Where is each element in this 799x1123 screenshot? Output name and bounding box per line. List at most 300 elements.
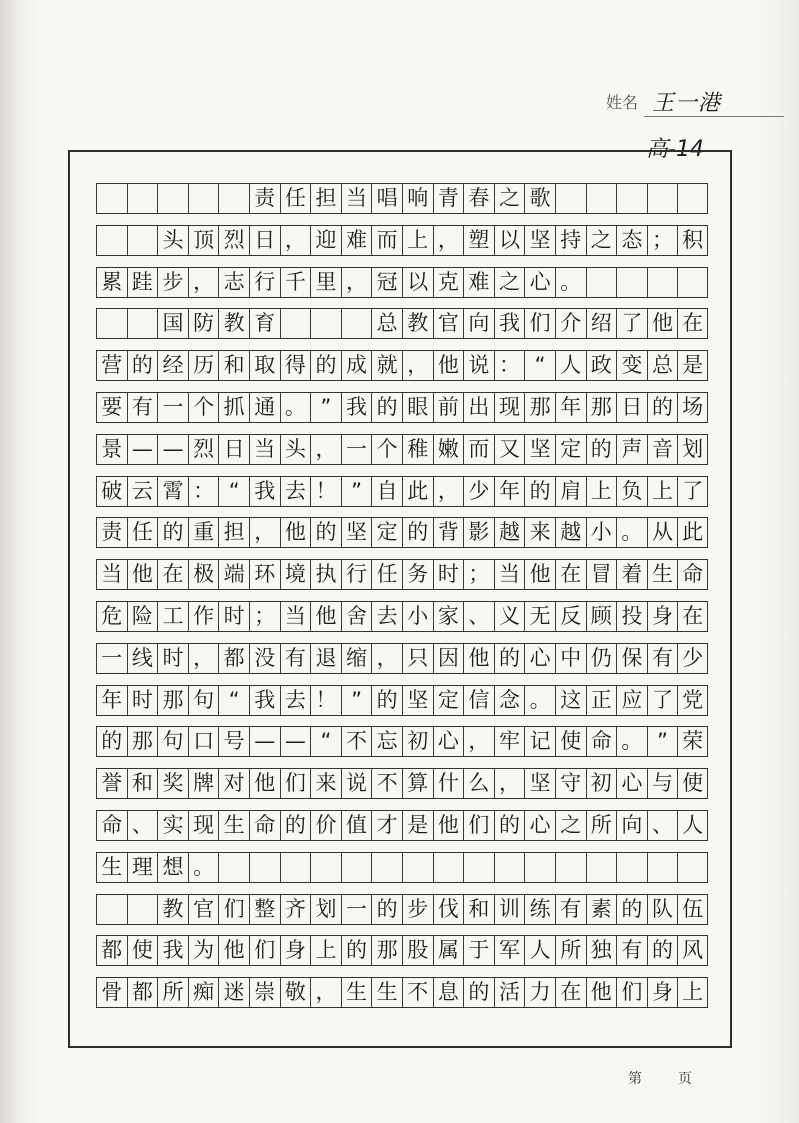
grid-cell: 息: [433, 978, 464, 1007]
grid-cell: 向: [616, 811, 647, 840]
grid-cell: 使: [127, 936, 158, 965]
grid-cell: ”: [647, 727, 678, 756]
grid-cell: [677, 853, 708, 882]
grid-cell: 齐: [280, 895, 311, 924]
grid-cell: 云: [127, 477, 158, 506]
grid-cell: 担: [218, 518, 249, 547]
grid-cell: 历: [188, 351, 219, 380]
grid-cell: 一: [157, 393, 188, 422]
grid-cell: 的: [157, 518, 188, 547]
grid-cell: 总: [647, 351, 678, 380]
grid-cell: [677, 268, 708, 297]
grid-cell: 向: [463, 309, 494, 338]
grid-cell: 当: [494, 560, 525, 589]
grid-cell: 都: [127, 978, 158, 1007]
grid-cell: 环: [249, 560, 280, 589]
grid-cell: 句: [188, 686, 219, 715]
grid-cell: 他: [586, 978, 617, 1007]
grid-cell: 力: [524, 978, 555, 1007]
grid-cell: 他: [127, 560, 158, 589]
grid-cell: 那: [524, 393, 555, 422]
grid-cell: [157, 184, 188, 213]
grid-cell: ：: [494, 351, 525, 380]
grid-cell: 什: [433, 769, 464, 798]
grid-cell: 们: [616, 978, 647, 1007]
grid-cell: ，: [402, 351, 433, 380]
grid-cell: 难: [341, 226, 372, 255]
grid-cell: 一: [341, 895, 372, 924]
grid-cell: 牌: [188, 769, 219, 798]
grid-cell: 的: [310, 351, 341, 380]
grid-cell: ，: [310, 978, 341, 1007]
grid-cell: ！: [310, 477, 341, 506]
grid-cell: 以: [402, 268, 433, 297]
grid-cell: 行: [249, 268, 280, 297]
grid-cell: 生: [647, 560, 678, 589]
grid-cell: ；: [463, 560, 494, 589]
grid-cell: 有: [280, 644, 311, 673]
grid-row: [96, 852, 708, 883]
grid-cell: 年: [494, 477, 525, 506]
grid-cell: 所: [586, 811, 617, 840]
grid-cell: 之: [555, 811, 586, 840]
grid-cell: 为: [188, 936, 219, 965]
grid-cell: 有: [647, 644, 678, 673]
grid-cell: 线: [127, 644, 158, 673]
grid-cell: 的: [524, 477, 555, 506]
grid-cell: 责: [249, 184, 280, 213]
grid-cell: 务: [402, 560, 433, 589]
grid-cell: 日: [249, 226, 280, 255]
grid-cell: [647, 853, 678, 882]
grid-cell: 极: [188, 560, 219, 589]
grid-cell: 们: [218, 895, 249, 924]
grid-cell: 任: [127, 518, 158, 547]
grid-row: [96, 894, 708, 925]
grid-cell: [96, 184, 127, 213]
grid-cell: 小: [402, 602, 433, 631]
grid-row: [96, 601, 708, 632]
grid-cell: 所: [555, 936, 586, 965]
grid-cell: 政: [586, 351, 617, 380]
grid-cell: 此: [402, 477, 433, 506]
grid-cell: 反: [555, 602, 586, 631]
grid-cell: 冠: [371, 268, 402, 297]
grid-cell: 个: [188, 393, 219, 422]
grid-cell: 一: [96, 644, 127, 673]
grid-cell: 顶: [188, 226, 219, 255]
grid-cell: 的: [463, 978, 494, 1007]
grid-row: [96, 517, 708, 548]
grid-cell: [433, 853, 464, 882]
grid-cell: 初: [586, 769, 617, 798]
grid-cell: 头: [280, 435, 311, 464]
grid-cell: [463, 853, 494, 882]
grid-cell: 越: [494, 518, 525, 547]
grid-cell: 。: [188, 853, 219, 882]
grid-cell: 理: [127, 853, 158, 882]
grid-cell: 算: [402, 769, 433, 798]
grid-cell: [494, 853, 525, 882]
grid-cell: 上: [402, 226, 433, 255]
grid-cell: 才: [371, 811, 402, 840]
grid-cell: 的: [96, 727, 127, 756]
grid-cell: 他: [218, 936, 249, 965]
grid-cell: ；: [249, 602, 280, 631]
grid-row: [96, 225, 708, 256]
grid-cell: 念: [494, 686, 525, 715]
grid-cell: [402, 853, 433, 882]
grid-cell: 响: [402, 184, 433, 213]
grid-cell: ，: [433, 477, 464, 506]
grid-cell: 现: [494, 393, 525, 422]
grid-cell: 塑: [463, 226, 494, 255]
grid-cell: 划: [310, 895, 341, 924]
grid-cell: 在: [555, 978, 586, 1007]
grid-cell: “: [218, 477, 249, 506]
grid-cell: 定: [433, 686, 464, 715]
grid-cell: 个: [371, 435, 402, 464]
grid-cell: [280, 853, 311, 882]
grid-cell: 少: [677, 644, 708, 673]
grid-cell: 记: [524, 727, 555, 756]
grid-cell: 在: [555, 560, 586, 589]
grid-cell: 心: [524, 811, 555, 840]
grid-cell: 们: [524, 309, 555, 338]
grid-cell: 的: [616, 895, 647, 924]
grid-cell: 么: [463, 769, 494, 798]
grid-cell: 了: [677, 477, 708, 506]
grid-cell: 绍: [586, 309, 617, 338]
grid-cell: 无: [524, 602, 555, 631]
grid-cell: 日: [616, 393, 647, 422]
grid-cell: —: [280, 727, 311, 756]
grid-cell: 时: [218, 602, 249, 631]
grid-cell: 志: [218, 268, 249, 297]
grid-cell: 时: [433, 560, 464, 589]
grid-cell: ，: [371, 644, 402, 673]
grid-row: [96, 810, 708, 841]
grid-cell: 营: [96, 351, 127, 380]
grid-cell: ”: [310, 393, 341, 422]
grid-cell: 景: [96, 435, 127, 464]
grid-cell: 使: [555, 727, 586, 756]
grid-cell: 人: [524, 936, 555, 965]
grid-cell: 定: [555, 435, 586, 464]
grid-cell: [280, 309, 311, 338]
grid-cell: 中: [555, 644, 586, 673]
grid-cell: 去: [371, 602, 402, 631]
grid-row: [96, 643, 708, 674]
grid-cell: [555, 853, 586, 882]
grid-cell: 坚: [524, 769, 555, 798]
grid-cell: 对: [218, 769, 249, 798]
grid-cell: 累: [96, 268, 127, 297]
grid-cell: ！: [310, 686, 341, 715]
grid-cell: 忘: [371, 727, 402, 756]
grid-cell: 之: [494, 184, 525, 213]
grid-cell: 他: [310, 602, 341, 631]
grid-cell: 、: [463, 602, 494, 631]
grid-cell: ，: [310, 435, 341, 464]
grid-cell: 持: [555, 226, 586, 255]
grid-cell: 当: [341, 184, 372, 213]
grid-cell: 退: [310, 644, 341, 673]
grid-cell: 任: [371, 560, 402, 589]
grid-cell: 着: [616, 560, 647, 589]
grid-row: [96, 977, 708, 1008]
grid-cell: 他: [280, 518, 311, 547]
grid-cell: 难: [463, 268, 494, 297]
grid-cell: 险: [127, 602, 158, 631]
grid-cell: 端: [218, 560, 249, 589]
grid-cell: [647, 184, 678, 213]
grid-cell: 青: [433, 184, 464, 213]
grid-cell: 步: [157, 268, 188, 297]
grid-cell: 那: [586, 393, 617, 422]
grid-cell: 音: [647, 435, 678, 464]
grid-row: [96, 476, 708, 507]
grid-cell: 当: [280, 602, 311, 631]
grid-cell: 心: [524, 644, 555, 673]
grid-cell: [524, 853, 555, 882]
grid-cell: 就: [371, 351, 402, 380]
grid-cell: 人: [677, 811, 708, 840]
grid-cell: ”: [341, 477, 372, 506]
grid-cell: 步: [402, 895, 433, 924]
grid-cell: 号: [218, 727, 249, 756]
grid-cell: [310, 309, 341, 338]
grid-cell: 上: [677, 978, 708, 1007]
grid-cell: 股: [402, 936, 433, 965]
grid-cell: 头: [157, 226, 188, 255]
grid-cell: —: [249, 727, 280, 756]
grid-cell: 取: [249, 351, 280, 380]
grid-cell: 身: [647, 602, 678, 631]
grid-cell: 和: [218, 351, 249, 380]
grid-cell: 我: [494, 309, 525, 338]
grid-cell: 生: [341, 978, 372, 1007]
grid-cell: 心: [524, 268, 555, 297]
grid-cell: 跬: [127, 268, 158, 297]
grid-cell: [188, 184, 219, 213]
grid-cell: 说: [341, 769, 372, 798]
grid-cell: 时: [157, 644, 188, 673]
grid-cell: 心: [616, 769, 647, 798]
grid-cell: 在: [677, 309, 708, 338]
grid-cell: 那: [371, 936, 402, 965]
grid-cell: 他: [524, 560, 555, 589]
grid-cell: 我: [249, 477, 280, 506]
grid-cell: 霄: [157, 477, 188, 506]
grid-cell: 官: [433, 309, 464, 338]
grid-cell: 不: [341, 727, 372, 756]
grid-cell: 冒: [586, 560, 617, 589]
grid-cell: 心: [433, 727, 464, 756]
grid-cell: 划: [677, 435, 708, 464]
grid-row: [96, 183, 708, 214]
grid-cell: 训: [494, 895, 525, 924]
grid-cell: 风: [677, 936, 708, 965]
grid-cell: 与: [647, 769, 678, 798]
grid-cell: 口: [188, 727, 219, 756]
grid-cell: 年: [96, 686, 127, 715]
grid-row: [96, 350, 708, 381]
grid-cell: 越: [555, 518, 586, 547]
grid-row: [96, 392, 708, 423]
name-field: [600, 86, 780, 118]
grid-cell: 义: [494, 602, 525, 631]
grid-cell: 属: [433, 936, 464, 965]
grid-cell: 的: [371, 895, 402, 924]
grid-cell: 现: [188, 811, 219, 840]
grid-cell: 骨: [96, 978, 127, 1007]
grid-cell: [127, 895, 158, 924]
grid-cell: 生: [371, 978, 402, 1007]
grid-cell: 我: [157, 936, 188, 965]
grid-cell: 不: [371, 769, 402, 798]
grid-cell: [616, 184, 647, 213]
grid-cell: [586, 853, 617, 882]
grid-cell: 有: [127, 393, 158, 422]
grid-cell: 上: [586, 477, 617, 506]
grid-cell: 。: [616, 727, 647, 756]
grid-row: [96, 768, 708, 799]
grid-cell: ，: [188, 268, 219, 297]
grid-cell: 小: [586, 518, 617, 547]
grid-cell: 场: [677, 393, 708, 422]
grid-cell: 党: [677, 686, 708, 715]
grid-cell: ，: [341, 268, 372, 297]
grid-cell: 都: [96, 936, 127, 965]
grid-cell: 整: [249, 895, 280, 924]
grid-cell: 军: [494, 936, 525, 965]
grid-cell: 定: [371, 518, 402, 547]
grid-cell: 坚: [524, 226, 555, 255]
grid-row: [96, 308, 708, 339]
grid-cell: 的: [647, 393, 678, 422]
grid-cell: 春: [463, 184, 494, 213]
grid-cell: 嫩: [433, 435, 464, 464]
grid-cell: 牢: [494, 727, 525, 756]
grid-cell: 的: [586, 435, 617, 464]
grid-cell: 正: [586, 686, 617, 715]
grid-row: [96, 559, 708, 590]
grid-cell: 歌: [524, 184, 555, 213]
grid-cell: [96, 895, 127, 924]
grid-cell: 初: [402, 727, 433, 756]
grid-cell: 教: [218, 309, 249, 338]
grid-cell: 他: [647, 309, 678, 338]
grid-cell: 的: [494, 644, 525, 673]
grid-cell: 责: [96, 518, 127, 547]
grid-cell: 行: [341, 560, 372, 589]
grid-cell: 素: [586, 895, 617, 924]
grid-cell: 教: [402, 309, 433, 338]
grid-cell: 迎: [310, 226, 341, 255]
grid-cell: 里: [310, 268, 341, 297]
grid-cell: [218, 184, 249, 213]
grid-row: [96, 267, 708, 298]
grid-cell: 使: [677, 769, 708, 798]
grid-cell: 作: [188, 602, 219, 631]
grid-row: [96, 685, 708, 716]
grid-cell: 的: [371, 393, 402, 422]
grid-cell: 这: [555, 686, 586, 715]
grid-cell: 介: [555, 309, 586, 338]
grid-cell: 稚: [402, 435, 433, 464]
grid-cell: 命: [96, 811, 127, 840]
grid-cell: 迷: [218, 978, 249, 1007]
grid-cell: [127, 184, 158, 213]
grid-cell: 上: [310, 936, 341, 965]
grid-cell: 而: [463, 435, 494, 464]
grid-cell: 而: [371, 226, 402, 255]
grid-cell: 命: [677, 560, 708, 589]
grid-cell: 舍: [341, 602, 372, 631]
grid-cell: [249, 853, 280, 882]
grid-cell: 境: [280, 560, 311, 589]
grid-cell: 千: [280, 268, 311, 297]
grid-cell: 在: [677, 602, 708, 631]
grid-cell: 。: [280, 393, 311, 422]
grid-cell: 唱: [371, 184, 402, 213]
grid-cell: 此: [677, 518, 708, 547]
grid-cell: 保: [616, 644, 647, 673]
grid-cell: 坚: [341, 518, 372, 547]
grid-cell: 的: [647, 936, 678, 965]
grid-cell: 去: [280, 477, 311, 506]
grid-cell: 有: [616, 936, 647, 965]
grid-cell: 破: [96, 477, 127, 506]
grid-cell: 仍: [586, 644, 617, 673]
grid-cell: —: [127, 435, 158, 464]
grid-cell: 那: [157, 686, 188, 715]
grid-cell: 任: [280, 184, 311, 213]
grid-cell: [96, 309, 127, 338]
grid-cell: 没: [249, 644, 280, 673]
grid-cell: 声: [616, 435, 647, 464]
grid-cell: 担: [310, 184, 341, 213]
grid-cell: 伍: [677, 895, 708, 924]
grid-cell: [616, 853, 647, 882]
grid-cell: ，: [463, 727, 494, 756]
grid-cell: 抓: [218, 393, 249, 422]
grid-cell: 誉: [96, 769, 127, 798]
grid-cell: —: [157, 435, 188, 464]
grid-cell: 伐: [433, 895, 464, 924]
grid-cell: 。: [524, 686, 555, 715]
grid-cell: 我: [341, 393, 372, 422]
grid-cell: 的: [371, 686, 402, 715]
grid-cell: ，: [280, 226, 311, 255]
grid-cell: 态: [616, 226, 647, 255]
grid-cell: 影: [463, 518, 494, 547]
grid-cell: [555, 184, 586, 213]
grid-cell: 独: [586, 936, 617, 965]
grid-cell: ，: [494, 769, 525, 798]
grid-cell: 通: [249, 393, 280, 422]
grid-cell: 。: [555, 268, 586, 297]
grid-cell: 的: [310, 518, 341, 547]
grid-cell: 不: [402, 978, 433, 1007]
grid-cell: 在: [157, 560, 188, 589]
grid-cell: 防: [188, 309, 219, 338]
grid-cell: 来: [310, 769, 341, 798]
grid-cell: 他: [433, 351, 464, 380]
grid-cell: 们: [249, 936, 280, 965]
grid-cell: 。: [616, 518, 647, 547]
